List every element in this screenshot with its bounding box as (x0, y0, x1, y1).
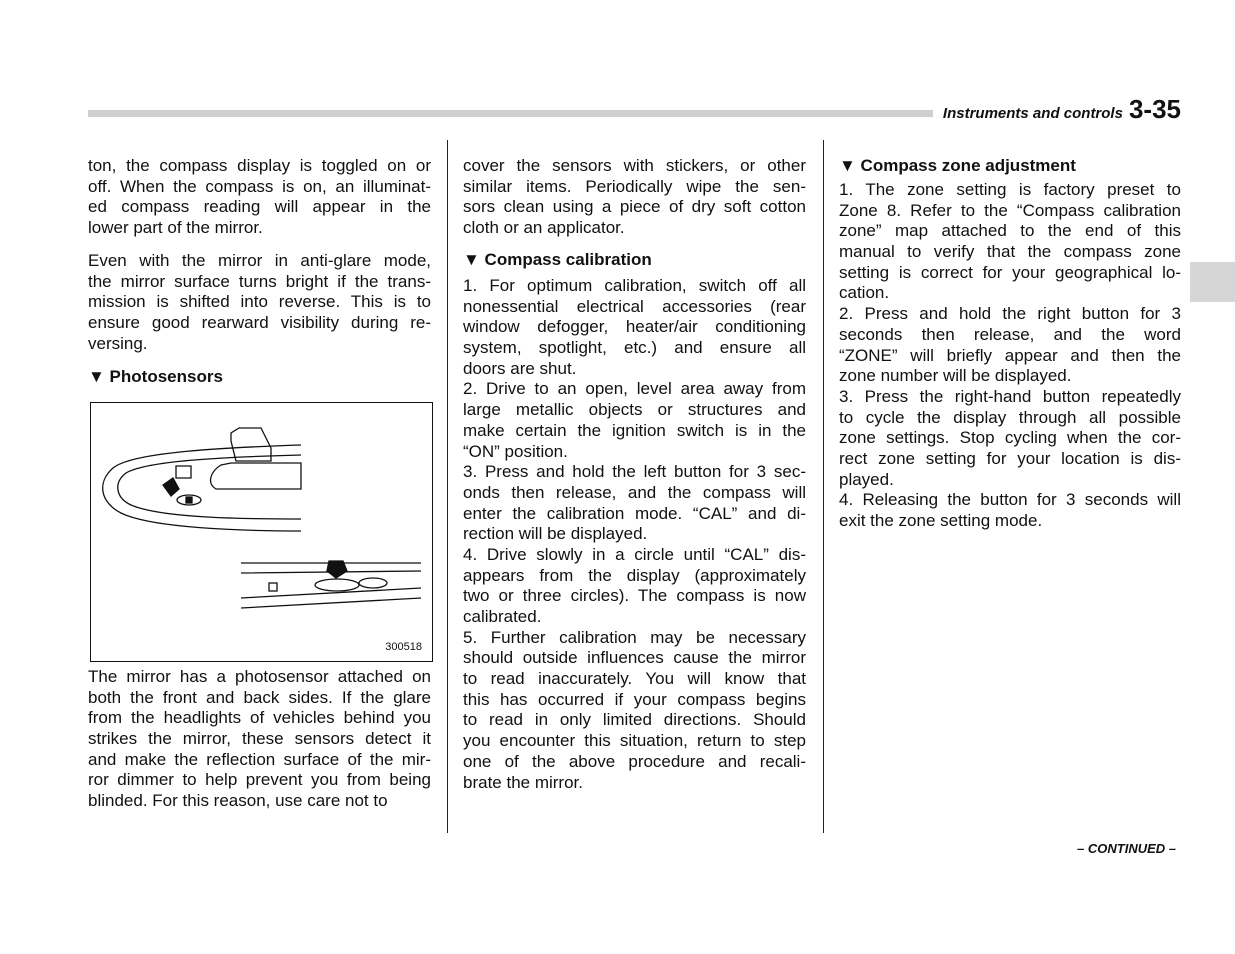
text-line: 1. The zone setting is factory preset to (839, 180, 1181, 199)
text-line: seconds then release, and the word (839, 324, 1181, 344)
text-line: brate the mirror. (463, 772, 583, 792)
section-title: Instruments and controls (942, 105, 1123, 122)
text-line: two or three circles). The compass is now (463, 586, 806, 606)
text-line: 1. For optimum calibration, switch off all (463, 276, 806, 295)
text-line: 3. Press and hold the left button for 3 sec- (463, 462, 806, 482)
text-line: you encounter this situation, return to step (463, 731, 806, 751)
text-line: Even with the mirror in anti-glare mode, (88, 251, 431, 270)
text-line: ror dimmer to help prevent you from being (88, 770, 431, 790)
text-line: “ZONE” will briefly appear and then the (839, 345, 1181, 365)
text-line: cover the sensors with stickers, or other (463, 156, 806, 175)
text-line: zone” map attached to the end of this (839, 221, 1181, 241)
paragraph (88, 251, 431, 354)
text-line: system, spotlight, etc.) and ensure all (463, 338, 806, 358)
text-line: mission is shifted into reverse. This is to (88, 292, 431, 312)
text-line: manual to verify that the compass zone (839, 242, 1181, 262)
text-line: played. (839, 469, 894, 489)
text-line: similar items. Periodically wipe the sen- (463, 176, 806, 196)
text-line: both the front and back sides. If the glare (88, 687, 431, 707)
text-line: ton, the compass display is toggled on or (88, 156, 431, 175)
continued-label: – CONTINUED – (1077, 841, 1176, 856)
photosensor-figure (90, 402, 433, 662)
text-line: to read in only limited directions. Should (463, 710, 806, 730)
text-line: The mirror has a photosensor attached on (88, 667, 431, 686)
text-line: to cycle the display through all possible (839, 407, 1181, 427)
text-line: 4. Drive slowly in a circle until “CAL” dis- (463, 544, 806, 564)
text-line: from the headlights of vehicles behind you (88, 708, 431, 728)
text-line: “ON” position. (463, 441, 568, 461)
paragraph (88, 156, 431, 239)
text-line: setting is correct for your geographical lo- (839, 262, 1181, 282)
text-line: this has occurred if your compass begins (463, 689, 806, 709)
text-line: zone number will be displayed. (839, 366, 1072, 386)
text-line: and make the reflection surface of the mir- (88, 749, 431, 769)
text-line: lower part of the mirror. (88, 218, 263, 238)
column-divider (447, 140, 448, 833)
text-line: large metallic objects or structures and (463, 400, 806, 420)
text-line: cation. (839, 283, 890, 303)
text-line: make certain the ignition switch is in the (463, 420, 806, 440)
figure-code: 300518 (385, 641, 422, 653)
text-line: rect zone setting for your location is dis- (839, 448, 1181, 468)
text-line: calibrated. (463, 607, 542, 626)
text-line: cloth or an applicator. (463, 218, 625, 238)
text-line: one of the above procedure and recali- (463, 751, 806, 771)
text-line: 2. Press and hold the right button for 3 (839, 304, 1181, 324)
column-divider (823, 140, 824, 833)
text-line: Zone 8. Refer to the “Compass calibration (839, 200, 1181, 220)
text-line: strikes the mirror, these sensors detect it (88, 729, 431, 749)
running-header (939, 94, 1181, 125)
text-line: enter the calibration mode. “CAL” and di- (463, 503, 806, 523)
text-line: versing. (88, 333, 148, 353)
text-line: 4. Releasing the button for 3 seconds will (839, 490, 1181, 510)
text-line: ed compass reading will appear in the (88, 197, 431, 217)
text-line: sors clean using a piece of dry soft cotton (463, 197, 806, 217)
text-line: 3. Press the right-hand button repeatedly (839, 386, 1181, 406)
text-line: onds then release, and the compass will (463, 482, 806, 502)
header-rule (88, 110, 933, 117)
text-line: rection will be displayed. (463, 524, 648, 544)
numbered-steps (463, 276, 806, 793)
paragraph (463, 156, 806, 239)
text-line: to read inaccurately. You will know that (463, 669, 806, 689)
text-line: window defogger, heater/air conditioning (463, 317, 806, 337)
text-line: zone settings. Stop cycling when the cor- (839, 428, 1181, 448)
text-line: 5. Further calibration may be necessary (463, 627, 806, 647)
section-heading-photosensors: ▼ Photosensors (88, 367, 223, 386)
mirror-illustration (91, 403, 432, 661)
text-line: exit the zone setting mode. (839, 511, 1043, 530)
text-line: blinded. For this reason, use care not to (88, 791, 388, 811)
section-heading-compass-calibration: ▼ Compass calibration (463, 250, 652, 269)
numbered-steps (839, 180, 1181, 532)
page-number: 3-35 (1128, 94, 1181, 124)
text-line: appears from the display (approximately (463, 565, 806, 585)
text-line: the mirror surface turns bright if the trans- (88, 271, 431, 291)
text-line: nonessential electrical accessories (rear (463, 296, 806, 316)
paragraph (88, 667, 431, 812)
text-line: off. When the compass is on, an illuminat- (88, 176, 431, 196)
chapter-thumb-tab (1190, 262, 1235, 302)
section-heading-compass-zone: ▼ Compass zone adjustment (839, 156, 1076, 175)
text-line: 2. Drive to an open, level area away from (463, 379, 806, 399)
text-line: should outside influences cause the mirror (463, 648, 806, 668)
text-line: doors are shut. (463, 358, 577, 378)
text-line: ensure good rearward visibility during re- (88, 313, 431, 333)
